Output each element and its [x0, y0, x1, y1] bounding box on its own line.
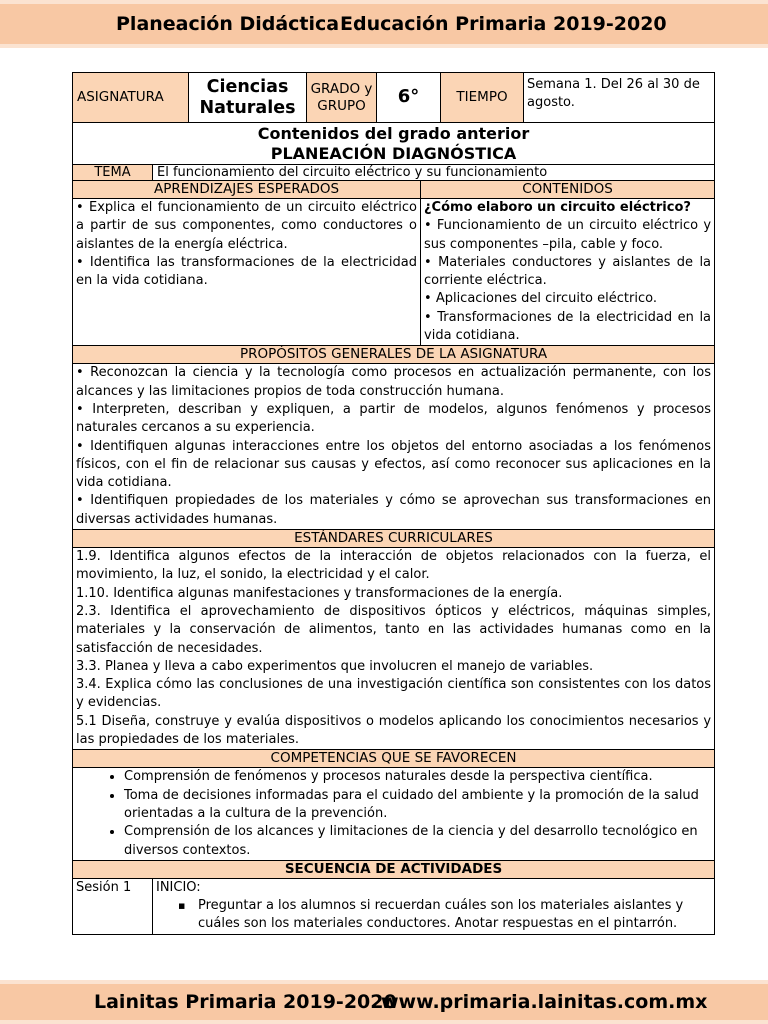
estandar-item: 3.3. Planea y lleva a cabo experimentos que involucren el manejo de variables.	[76, 658, 594, 674]
estandares-header: ESTÁNDARES CURRICULARES	[73, 530, 715, 548]
footer-banner	[0, 980, 768, 1024]
estandar-item: 5.1 Diseña, construye y evalúa dispositivos o modelos aplicando los conocimientos necesarios y las propiedades de los materiales.	[76, 713, 712, 748]
section-title	[73, 123, 715, 165]
section-title-diagnostic: PLANEACIÓN DIAGNÓSTICA	[270, 143, 517, 163]
estandar-item: 1.10. Identifica algunas manifestaciones y transformaciones de la energía.	[76, 585, 563, 601]
secuencia-cell	[153, 878, 715, 934]
header-banner	[0, 0, 768, 48]
proposito-item: • Interpreten, describan y expliquen, a partir de modelos, algunos fenómenos y procesos naturales cercanos a su experiencia.	[76, 401, 712, 436]
grade-label: GRADO y GRUPO	[307, 73, 377, 123]
section-title-previous: Contenidos del grado anterior	[257, 123, 530, 143]
contenidos-question: ¿Cómo elaboro un circuito eléctrico?	[424, 200, 691, 215]
time-value: Semana 1. Del 26 al 30 de agosto.	[524, 73, 715, 123]
footer-left: Lainitas Primaria 2019-2020	[94, 991, 397, 1013]
aprendizaje-item: • Identifica las transformaciones de la electricidad en la vida cotidiana.	[76, 254, 418, 289]
competencia-item: • Toma de decisiones informadas para el cuidado del ambiente y la promoción de la salud orientadas a la cultura de la prevención.	[124, 787, 711, 824]
estandar-item: 1.9. Identifica algunos efectos de la interacción de objetos relacionados con la fuerza, el movimiento, la luz, el sonido, la electricidad y el calor.	[76, 549, 712, 583]
competencias-cell	[73, 768, 715, 860]
session-label: Sesión 1	[73, 878, 153, 934]
contenido-item: • Funcionamiento de un circuito eléctrico y sus componentes –pila, cable y foco.	[424, 218, 712, 252]
tema-label: TEMA	[73, 165, 153, 181]
propositos-header: PROPÓSITOS GENERALES DE LA ASIGNATURA	[73, 346, 715, 364]
proposito-item: • Reconozcan la ciencia y la tecnología como procesos en actualización permanente, con los alcances y las limitaciones propios de toda construcción humana.	[76, 365, 712, 399]
contenidos-header: CONTENIDOS	[421, 181, 715, 199]
competencia-item: • Comprensión de fenómenos y procesos naturales desde la perspectiva científica.	[124, 768, 711, 786]
contenidos-cell	[421, 199, 715, 346]
contenido-item: • Materiales conductores y aislantes de la corriente eléctrica.	[424, 254, 712, 289]
estandar-item: 2.3. Identifica el aprovechamiento de dispositivos ópticos y eléctricos, máquinas simples, materiales y la conservación de alimentos, tanto en las actividades humanas como en la satisfacción de necesidades.	[76, 603, 712, 656]
subject-label: ASIGNATURA	[73, 73, 189, 123]
competencias-header: COMPETENCIAS QUE SE FAVORECEN	[73, 750, 715, 768]
header-year: 2019-2020	[553, 13, 667, 35]
phase-label: INICIO:	[156, 879, 201, 895]
estandares-cell	[73, 548, 715, 750]
grade-value: 6°	[377, 73, 441, 123]
header-level: Educación Primaria	[340, 13, 547, 35]
planning-table	[72, 72, 715, 935]
competencia-item: • Comprensión de los alcances y limitaciones de la ciencia y del desarrollo tecnológico en diversos contextos.	[124, 823, 711, 860]
aprendizajes-cell	[73, 199, 421, 346]
header-title: Planeación Didáctica	[116, 13, 340, 35]
tema-value: El funcionamiento del circuito eléctrico y su funcionamiento	[153, 165, 715, 181]
time-label: TIEMPO	[441, 73, 524, 123]
proposito-item: • Identifiquen propiedades de los materiales y cómo se aprovechan sus transformaciones en diversas actividades humanas.	[76, 493, 712, 527]
contenido-item: • Aplicaciones del circuito eléctrico.	[424, 291, 657, 307]
proposito-item: • Identifiquen algunas interacciones entre los objetos del entorno asociadas a los fenómenos físicos, con el fin de relacionar sus causas y efectos, así como reconocer sus aplicaciones en la vida cotidiana.	[76, 438, 712, 491]
aprendizaje-item: • Explica el funcionamiento de un circuito eléctrico a partir de sus componentes, como conductores o aislantes de la energía eléctrica.	[76, 200, 418, 252]
propositos-cell	[73, 364, 715, 530]
footer-url[interactable]: www.primaria.lainitas.com.mx	[381, 991, 708, 1013]
subject-value: Ciencias Naturales	[189, 73, 307, 123]
contenido-item: • Transformaciones de la electricidad en la vida cotidiana.	[424, 309, 712, 344]
aprendizajes-header: APRENDIZAJES ESPERADOS	[73, 181, 421, 199]
estandar-item: 3.4. Explica cómo las conclusiones de una investigación científica son consistentes con los datos y evidencias.	[76, 677, 712, 711]
actividad-item: ▪ Preguntar a los alumnos si recuerdan cuáles son los materiales aislantes y cuáles son los materiales conductores. Anotar respuestas en el pintarrón.	[198, 897, 711, 934]
secuencia-header: SECUENCIA DE ACTIVIDADES	[73, 860, 715, 878]
